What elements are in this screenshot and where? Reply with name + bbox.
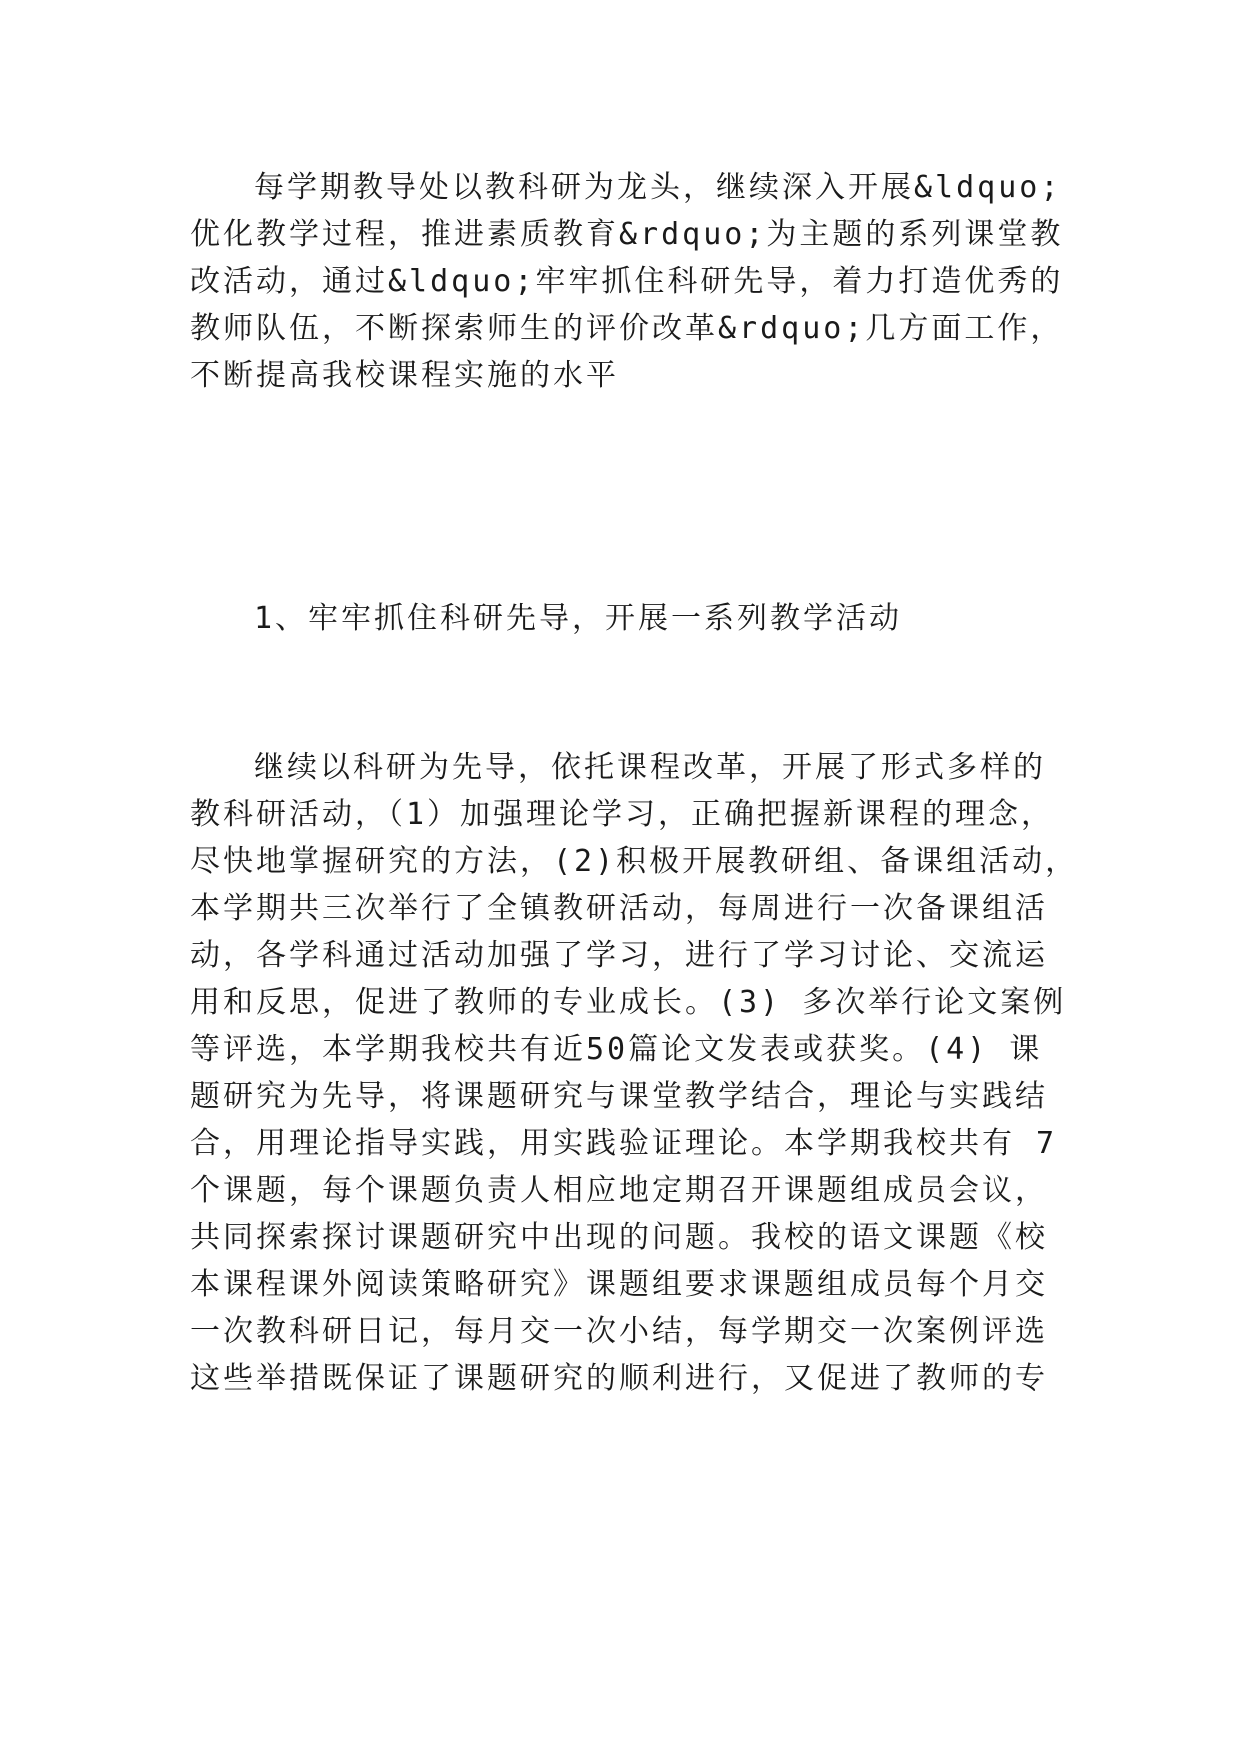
paragraph-line: 本学期共三次举行了全镇教研活动，每周进行一次备课组活 [190,891,1048,926]
paragraph-line: 优化教学过程，推进素质教育&rdquo;为主题的系列课堂教 [190,217,1064,252]
paragraph-line: 一次教科研日记，每月交一次小结，每学期交一次案例评选 [190,1314,1048,1349]
paragraph-line: 本课程课外阅读策略研究》课题组要求课题组成员每个月交 [190,1267,1048,1302]
paragraph-line: 每学期教导处以教科研为龙头，继续深入开展&ldquo; [254,170,1062,205]
paragraph-line: 等评选，本学期我校共有近50篇论文发表或获奖。(4) 课 [190,1032,1043,1067]
paragraph-line: 这些举措既保证了课题研究的顺利进行，又促进了教师的专 [190,1361,1048,1396]
paragraph-line: 继续以科研为先导，依托课程改革，开展了形式多样的 [254,750,1046,785]
body-paragraph [190,744,1079,1402]
paragraph-line: 共同探索探讨课题研究中出现的问题。我校的语文课题《校 [190,1220,1048,1255]
section-heading-text: 1、牢牢抓住科研先导，开展一系列教学活动 [254,601,903,636]
paragraph-line: 教科研活动，（1）加强理论学习，正确把握新课程的理念， [190,797,1055,832]
paragraph-line: 尽快地掌握研究的方法，(2)积极开展教研组、备课组活动， [190,844,1079,879]
paragraph-line: 个课题，每个课题负责人相应地定期召开课题组成员会议， [190,1173,1048,1208]
section-heading [190,595,1070,642]
paragraph-line: 不断提高我校课程实施的水平 [190,358,619,393]
paragraph-line: 合，用理论指导实践，用实践验证理论。本学期我校共有 7 [190,1126,1058,1161]
paragraph-line: 用和反思，促进了教师的专业成长。(3) 多次举行论文案例 [190,985,1067,1020]
paragraph-line: 动，各学科通过活动加强了学习，进行了学习讨论、交流运 [190,938,1048,973]
paragraph-line: 教师队伍，不断探索师生的评价改革&rdquo;几方面工作， [190,311,1064,346]
intro-paragraph [190,164,1070,399]
paragraph-line: 题研究为先导，将课题研究与课堂教学结合，理论与实践结 [190,1079,1048,1114]
paragraph-line: 改活动，通过&ldquo;牢牢抓住科研先导，着力打造优秀的 [190,264,1064,299]
